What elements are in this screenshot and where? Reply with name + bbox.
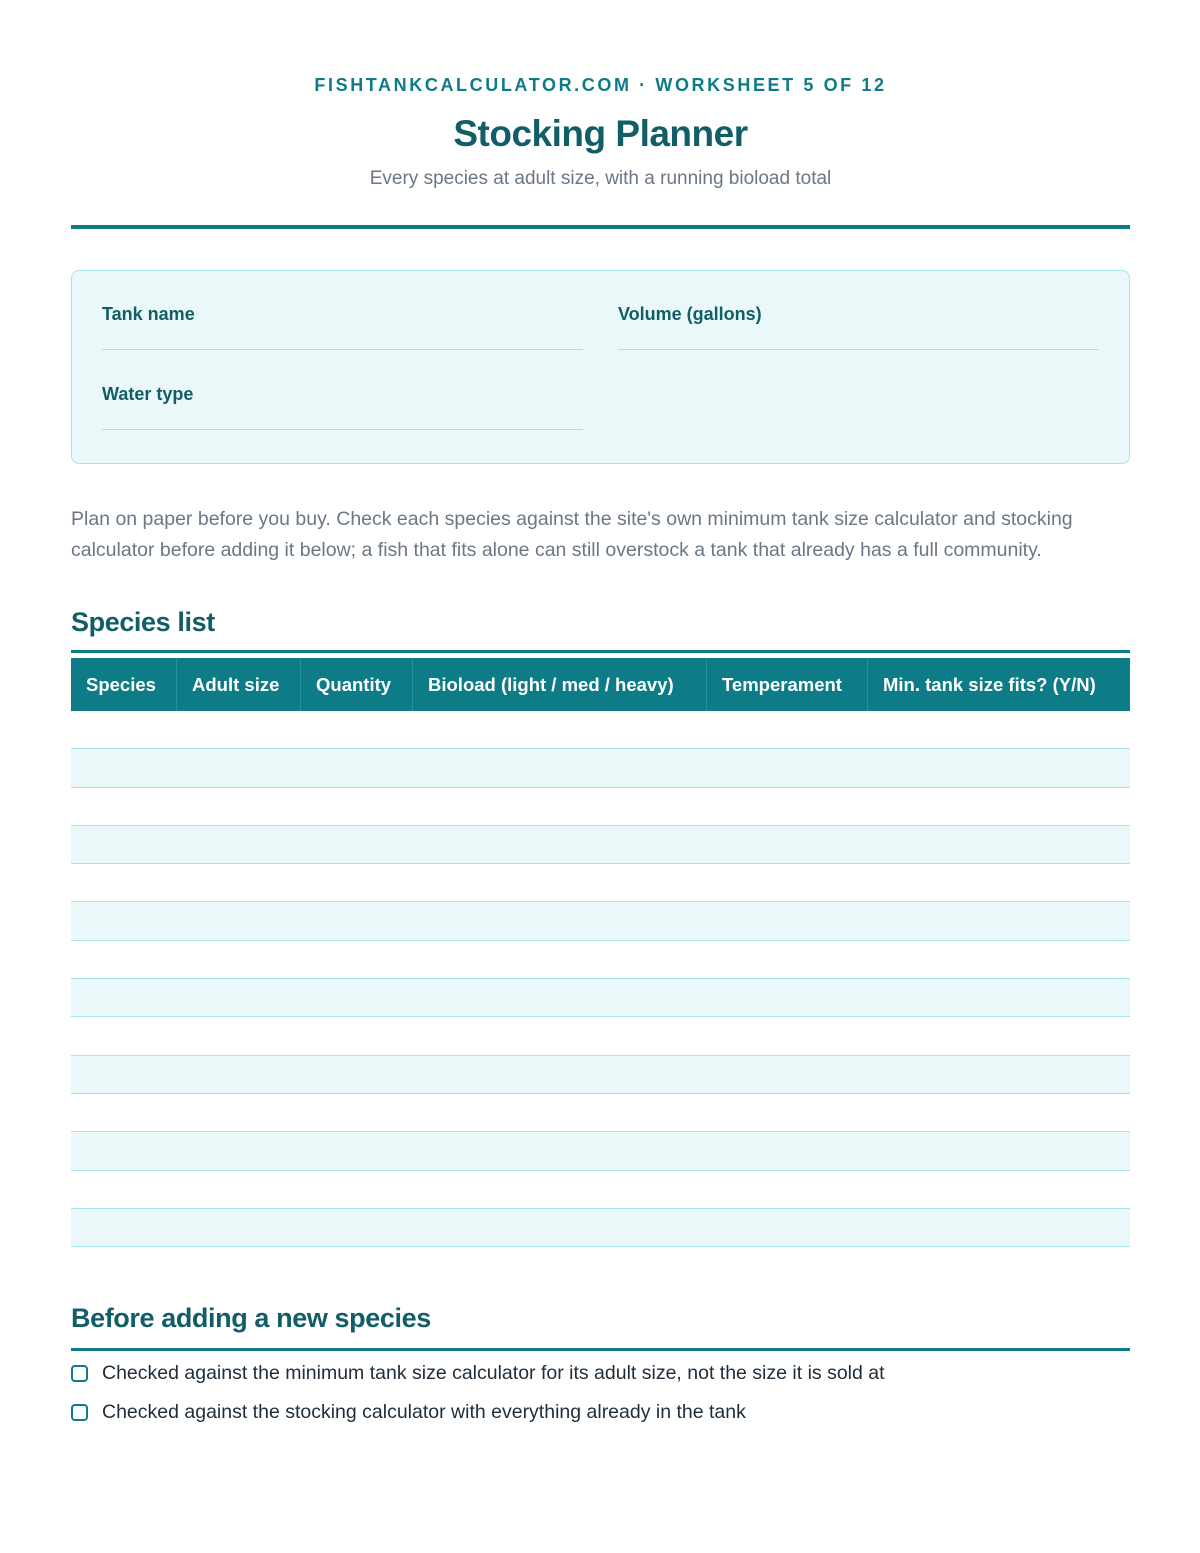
table-cell-blank[interactable] (301, 979, 413, 1016)
table-cell-blank[interactable] (71, 1017, 177, 1054)
table-cell-blank[interactable] (71, 864, 177, 901)
table-cell-blank[interactable] (301, 902, 413, 939)
table-row (71, 1094, 1130, 1132)
table-cell-blank[interactable] (301, 941, 413, 978)
table-cell-blank[interactable] (413, 1209, 707, 1246)
table-row (71, 864, 1130, 902)
table-cell-blank[interactable] (177, 1209, 301, 1246)
table-cell-blank[interactable] (413, 979, 707, 1016)
table-cell-blank[interactable] (707, 864, 868, 901)
species-table (71, 658, 1130, 1247)
table-cell-blank[interactable] (301, 1094, 413, 1131)
checklist-item-text: Checked against the stocking calculator with everything already in the tank (102, 1401, 746, 1424)
table-cell-blank[interactable] (301, 1017, 413, 1054)
water-type-field[interactable] (102, 383, 583, 430)
table-cell-blank[interactable] (301, 864, 413, 901)
table-row (71, 1017, 1130, 1055)
tank-name-writing-line[interactable] (102, 349, 583, 350)
checklist (71, 1361, 1130, 1424)
table-cell-blank[interactable] (71, 1171, 177, 1208)
table-cell-blank[interactable] (868, 1209, 1130, 1246)
table-cell-blank[interactable] (301, 711, 413, 748)
table-cell-blank[interactable] (707, 711, 868, 748)
checklist-section-title: Before adding a new species (71, 1303, 431, 1334)
column-header-species: Species (71, 658, 177, 711)
table-cell-blank[interactable] (707, 826, 868, 863)
table-cell-blank[interactable] (177, 941, 301, 978)
column-header-min-tank-size: Min. tank size fits? (Y/N) (883, 674, 1096, 695)
table-cell-blank[interactable] (707, 788, 868, 825)
table-cell-blank[interactable] (71, 1094, 177, 1131)
table-cell-blank[interactable] (707, 1209, 868, 1246)
table-cell-blank[interactable] (868, 826, 1130, 863)
column-header-quantity: Quantity (301, 658, 413, 711)
checklist-section-divider (71, 1348, 1130, 1351)
table-cell-blank[interactable] (177, 1132, 301, 1169)
table-cell-blank[interactable] (71, 979, 177, 1016)
table-cell-blank[interactable] (868, 902, 1130, 939)
table-cell-blank[interactable] (413, 711, 707, 748)
table-cell-blank[interactable] (71, 788, 177, 825)
column-header-bioload: Bioload (light / med / heavy) (413, 658, 707, 711)
site-worksheet-label: FISHTANKCALCULATOR.COM · WORKSHEET 5 OF 12 (314, 75, 887, 95)
table-cell-blank[interactable] (868, 1017, 1130, 1054)
table-cell-blank[interactable] (177, 788, 301, 825)
table-row (71, 902, 1130, 940)
table-cell-blank[interactable] (707, 749, 868, 786)
checklist-item-text: Checked against the minimum tank size calculator for its adult size, not the size it is sold at (102, 1362, 885, 1385)
table-cell-blank[interactable] (71, 941, 177, 978)
table-cell-blank[interactable] (707, 979, 868, 1016)
water-type-writing-line[interactable] (102, 429, 583, 430)
table-row (71, 979, 1130, 1017)
volume-label: Volume (gallons) (618, 304, 762, 324)
page-title: Stocking Planner (453, 113, 748, 154)
table-cell-blank[interactable] (707, 1056, 868, 1093)
worksheet-page (71, 0, 1130, 1439)
table-cell-blank[interactable] (868, 864, 1130, 901)
table-cell-blank[interactable] (868, 711, 1130, 748)
table-cell-blank[interactable] (71, 1132, 177, 1169)
table-cell-blank[interactable] (707, 941, 868, 978)
table-cell-blank[interactable] (301, 826, 413, 863)
table-cell-blank[interactable] (413, 1017, 707, 1054)
table-cell-blank[interactable] (301, 1132, 413, 1169)
table-cell-blank[interactable] (177, 826, 301, 863)
table-cell-blank[interactable] (707, 1017, 868, 1054)
table-cell-blank[interactable] (413, 749, 707, 786)
table-cell-blank[interactable] (868, 979, 1130, 1016)
table-cell-blank[interactable] (177, 749, 301, 786)
column-header-temperament: Temperament (707, 658, 868, 711)
table-cell-blank[interactable] (413, 1132, 707, 1169)
tank-name-label: Tank name (102, 304, 195, 324)
table-cell-blank[interactable] (707, 1132, 868, 1169)
table-cell-blank[interactable] (71, 826, 177, 863)
checklist-item[interactable] (71, 1361, 1130, 1385)
species-section-title: Species list (71, 607, 215, 637)
table-cell-blank[interactable] (177, 1094, 301, 1131)
table-row (71, 788, 1130, 826)
table-cell-blank[interactable] (177, 864, 301, 901)
table-cell-blank[interactable] (413, 826, 707, 863)
volume-writing-line[interactable] (618, 349, 1099, 350)
table-cell-blank[interactable] (71, 902, 177, 939)
table-cell-blank[interactable] (413, 1094, 707, 1131)
table-cell-blank[interactable] (71, 1209, 177, 1246)
table-cell-blank[interactable] (413, 1171, 707, 1208)
table-cell-blank[interactable] (71, 1056, 177, 1093)
species-section-divider (71, 650, 1130, 653)
table-cell-blank[interactable] (413, 941, 707, 978)
header-divider (71, 225, 1130, 229)
intro-paragraph: Plan on paper before you buy. Check each species against the site's own minimum tank size calculator and stocking calculator before adding it below; a fish that fits alone can still overstock a tank that already has a full community. (71, 508, 1073, 561)
species-table-header (71, 658, 1130, 711)
table-cell-blank[interactable] (868, 941, 1130, 978)
table-cell-blank[interactable] (177, 1171, 301, 1208)
table-row (71, 1171, 1130, 1209)
tank-info-box (71, 270, 1130, 464)
table-cell-blank[interactable] (707, 1094, 868, 1131)
checkbox-icon[interactable] (71, 1404, 88, 1421)
table-row (71, 749, 1130, 787)
table-cell-blank[interactable] (301, 788, 413, 825)
table-cell-blank[interactable] (868, 1094, 1130, 1131)
table-cell-blank[interactable] (413, 788, 707, 825)
table-cell-blank[interactable] (177, 1017, 301, 1054)
water-type-label: Water type (102, 384, 194, 404)
table-cell-blank[interactable] (707, 1171, 868, 1208)
table-cell-blank[interactable] (177, 902, 301, 939)
table-cell-blank[interactable] (177, 979, 301, 1016)
table-cell-blank[interactable] (301, 749, 413, 786)
volume-field[interactable] (618, 303, 1099, 350)
column-header-adult-size: Adult size (177, 658, 301, 711)
table-cell-blank[interactable] (868, 1171, 1130, 1208)
table-row (71, 1209, 1130, 1247)
table-row (71, 826, 1130, 864)
species-table-body (71, 711, 1130, 1247)
table-cell-blank[interactable] (707, 902, 868, 939)
page-subtitle: Every species at adult size, with a running bioload total (369, 168, 832, 189)
table-cell-blank[interactable] (71, 749, 177, 786)
table-cell-blank[interactable] (177, 1056, 301, 1093)
table-cell-blank[interactable] (301, 1209, 413, 1246)
table-cell-blank[interactable] (868, 1056, 1130, 1093)
tank-name-field[interactable] (102, 303, 583, 350)
table-cell-blank[interactable] (301, 1171, 413, 1208)
checklist-item[interactable] (71, 1400, 1130, 1424)
table-cell-blank[interactable] (413, 864, 707, 901)
table-row (71, 941, 1130, 979)
table-cell-blank[interactable] (413, 902, 707, 939)
table-cell-blank[interactable] (868, 788, 1130, 825)
table-row (71, 1132, 1130, 1170)
checkbox-icon[interactable] (71, 1365, 88, 1382)
table-row (71, 711, 1130, 749)
table-cell-blank[interactable] (71, 711, 177, 748)
table-cell-blank[interactable] (413, 1056, 707, 1093)
table-cell-blank[interactable] (868, 749, 1130, 786)
table-cell-blank[interactable] (177, 711, 301, 748)
table-cell-blank[interactable] (301, 1056, 413, 1093)
table-cell-blank[interactable] (868, 1132, 1130, 1169)
table-row (71, 1056, 1130, 1094)
